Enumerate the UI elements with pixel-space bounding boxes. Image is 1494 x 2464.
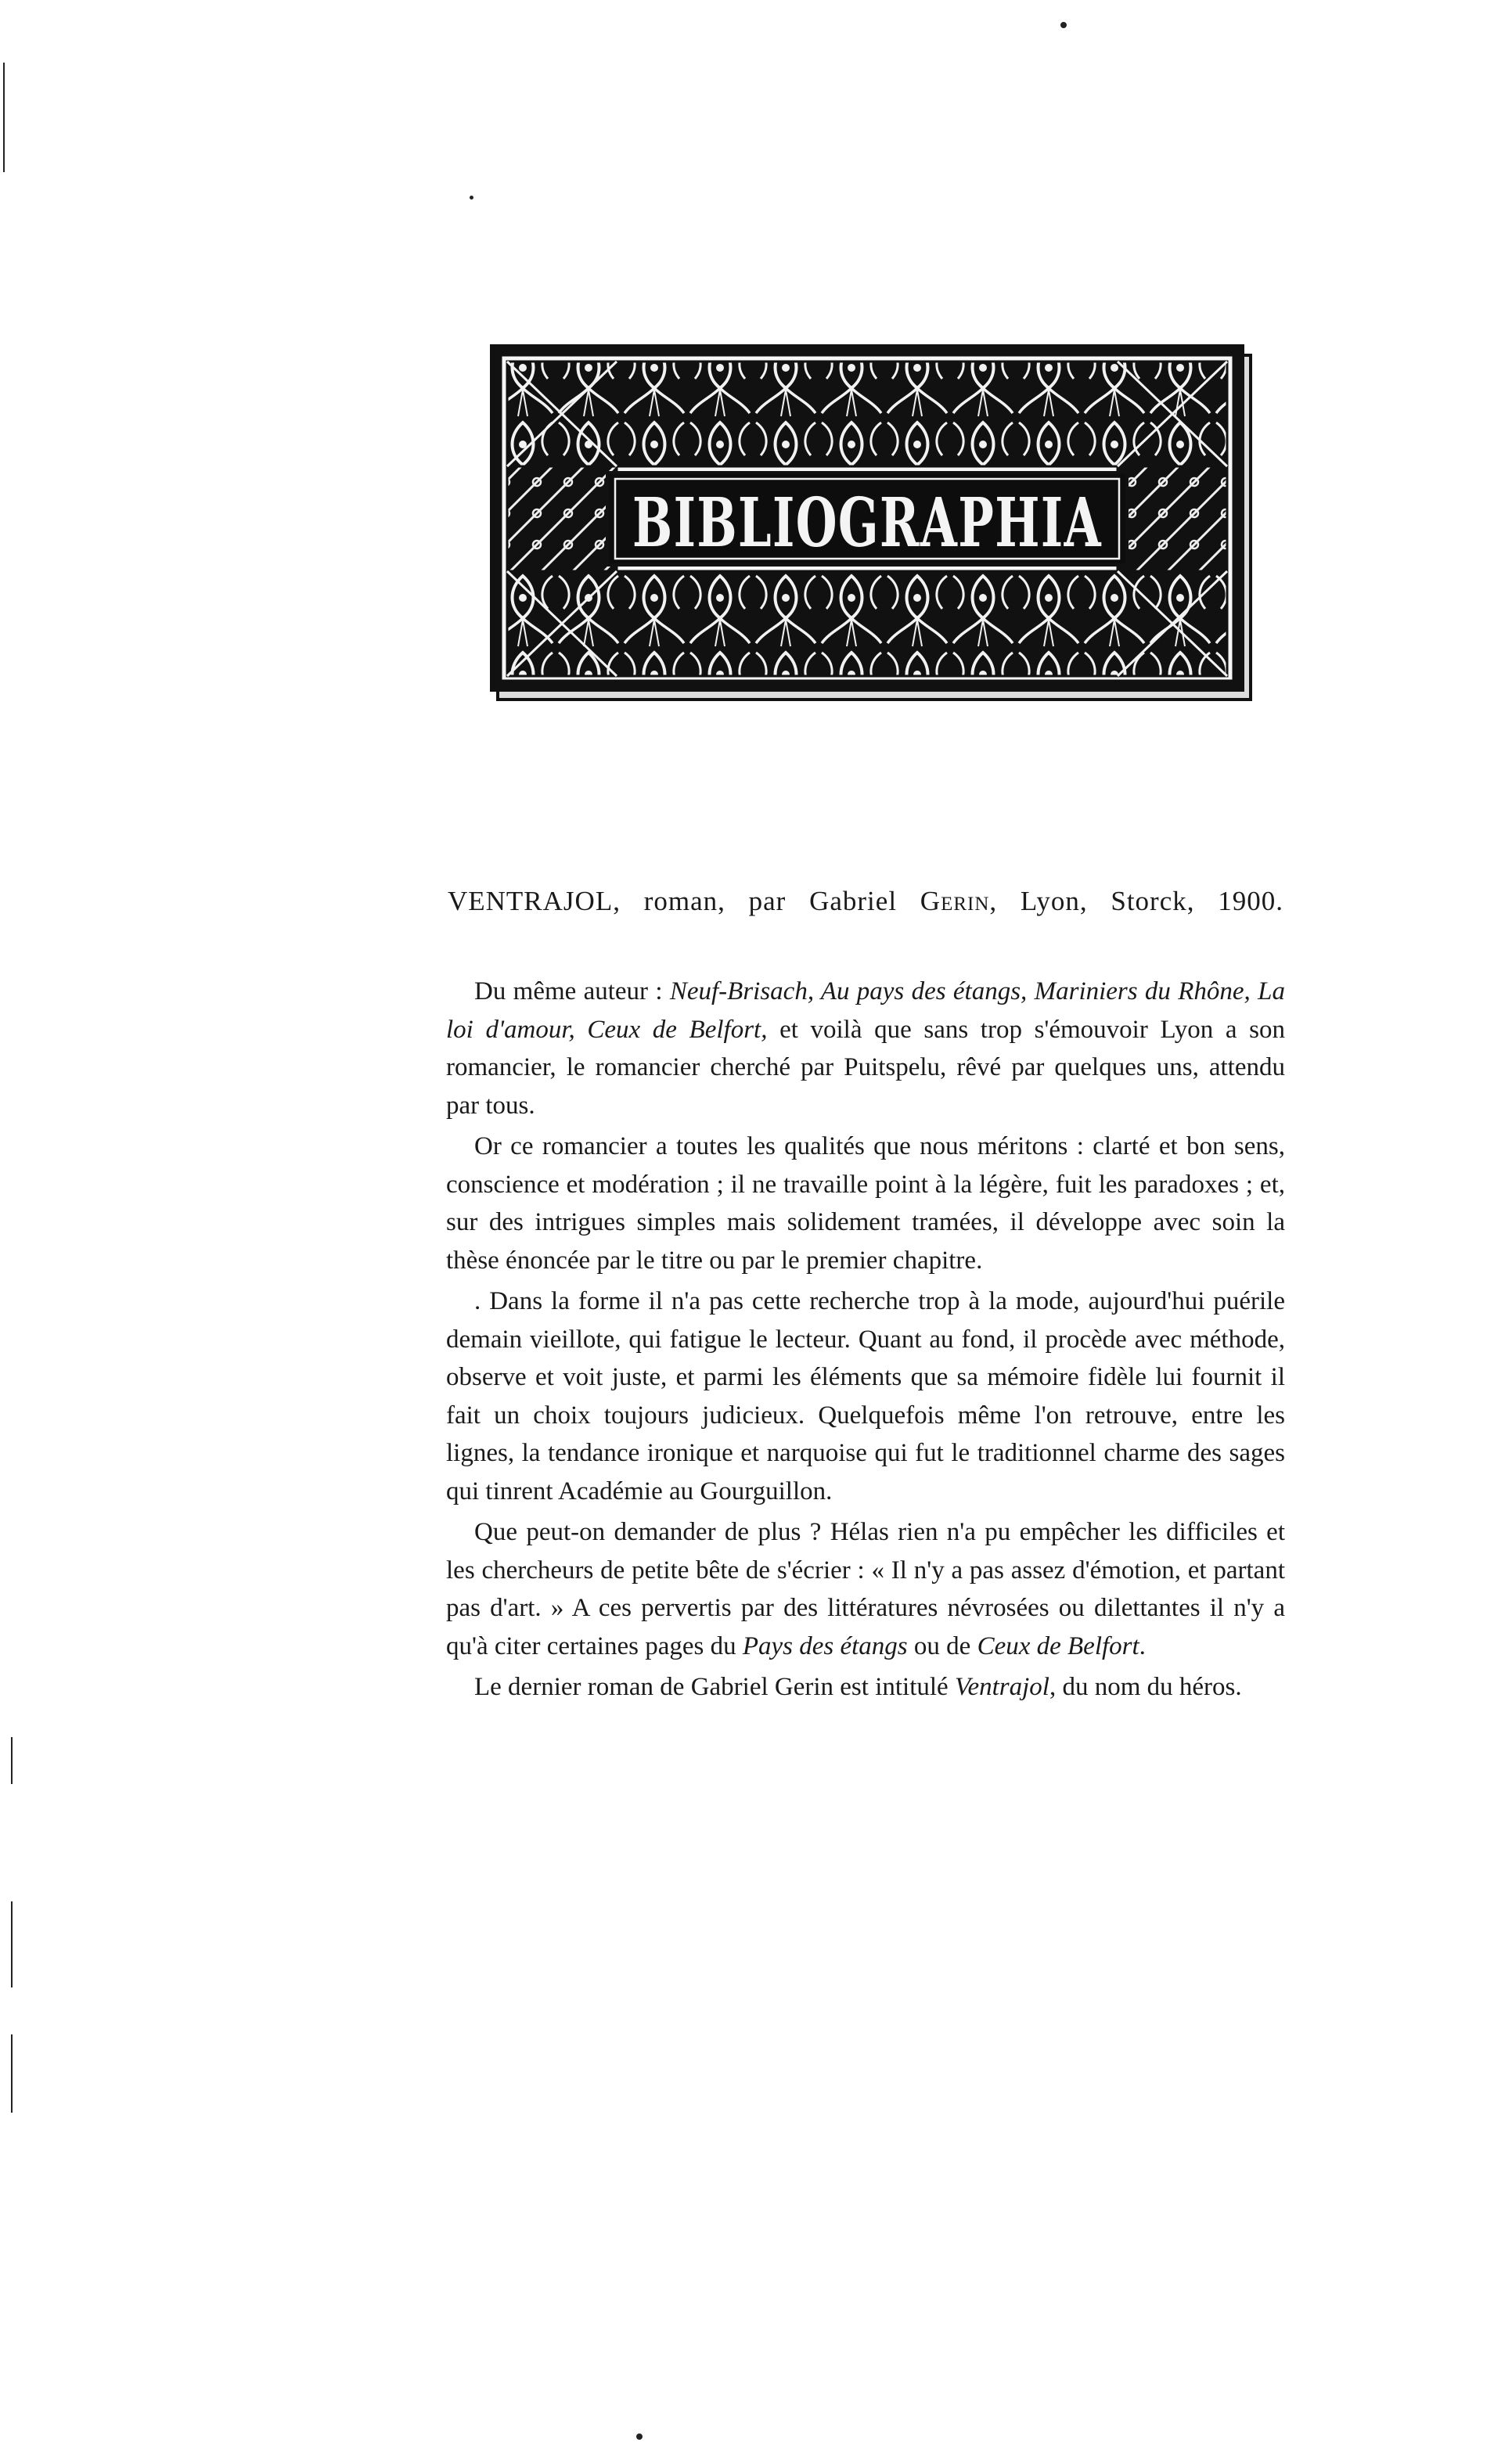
scan-artifact — [3, 63, 5, 172]
author-last-name: Gerin, — [920, 886, 998, 916]
novel-title: Ventrajol — [954, 1673, 1049, 1701]
scan-artifact — [470, 196, 473, 200]
paragraph-1-intro: Du même auteur : — [474, 977, 670, 1005]
paragraph-5-text: Le dernier roman de Gabriel Gerin est intitulé — [474, 1673, 955, 1701]
by-word: par — [748, 886, 787, 916]
city: Lyon, — [1020, 886, 1088, 916]
year: 1900. — [1218, 886, 1283, 916]
genre: roman, — [643, 886, 725, 916]
book-heading — [448, 886, 1283, 917]
paragraph-5 — [446, 1668, 1285, 1707]
bibliographia-banner — [490, 341, 1257, 701]
cited-work-1: Pays des étangs — [742, 1631, 908, 1660]
work-title: VENTRAJOL, — [448, 886, 621, 916]
paragraph-5-end: , du nom du héros. — [1049, 1673, 1242, 1701]
paragraph-1 — [446, 973, 1285, 1124]
other-works-list: Neuf-Brisach, Au pays des étangs, Mariniers du Rhône, La loi d'amour, Ceux de Belfort, — [446, 977, 1285, 1044]
author-first-name: Gabriel — [809, 886, 898, 916]
scan-artifact — [11, 1901, 13, 1987]
scan-artifact — [11, 2034, 13, 2113]
publisher: Storck, — [1111, 886, 1195, 916]
cited-work-2: Ceux de Belfort — [977, 1631, 1139, 1660]
scan-artifact — [1060, 22, 1067, 28]
paragraph-3: . Dans la forme il n'a pas cette recherche trop à la mode, aujourd'hui puérile demain vieillote, qui fatigue le lecteur. Quant au fond, il procède avec méthode, observe et voit juste, et parmi les éléments que sa mémoire fidèle lui fournit il fait un choix toujours judicieux. Quelquefois même l'on retrouve, entre les lignes, la tendance ironique et narquoise qui fut le traditionnel charme des sages qui tinrent Académie au Gourguillon. — [446, 1287, 1285, 1505]
paragraph-4-text: Que peut-on demander de plus ? Hélas rien n'a pu empêcher les difficiles et les chercheurs de petite bête de s'écrier : « Il n'y a pas assez d'émotion, et partant pas d'art. » A ces pervertis par des littératures névrosées ou dilettantes il n'y a qu'à citer certaines pages du — [446, 1518, 1285, 1660]
scan-artifact — [636, 2433, 643, 2440]
paragraph-2: Or ce romancier a toutes les qualités que nous méritons : clarté et bon sens, conscience et modération ; il ne travaille point à la légère, fuit les paradoxes ; et, sur des intrigues simples mais solidement tramées, il développe avec soin la thèse énoncée par le titre ou par le premier chapitre. — [446, 1132, 1285, 1275]
paragraph-4 — [446, 1513, 1285, 1665]
paragraph-4-end: . — [1139, 1631, 1146, 1660]
scan-artifact — [11, 1737, 13, 1784]
banner-title: BIBLIOGRAPHIA — [632, 484, 1102, 563]
review-body — [446, 973, 1285, 1710]
paragraph-1-rest: et voilà que sans trop s'émouvoir Lyon a son romancier, le romancier cherché par Puitspelu, rêvé par quelques uns, attendu par tous. — [446, 1015, 1285, 1120]
paragraph-4-mid: ou de — [907, 1631, 977, 1660]
